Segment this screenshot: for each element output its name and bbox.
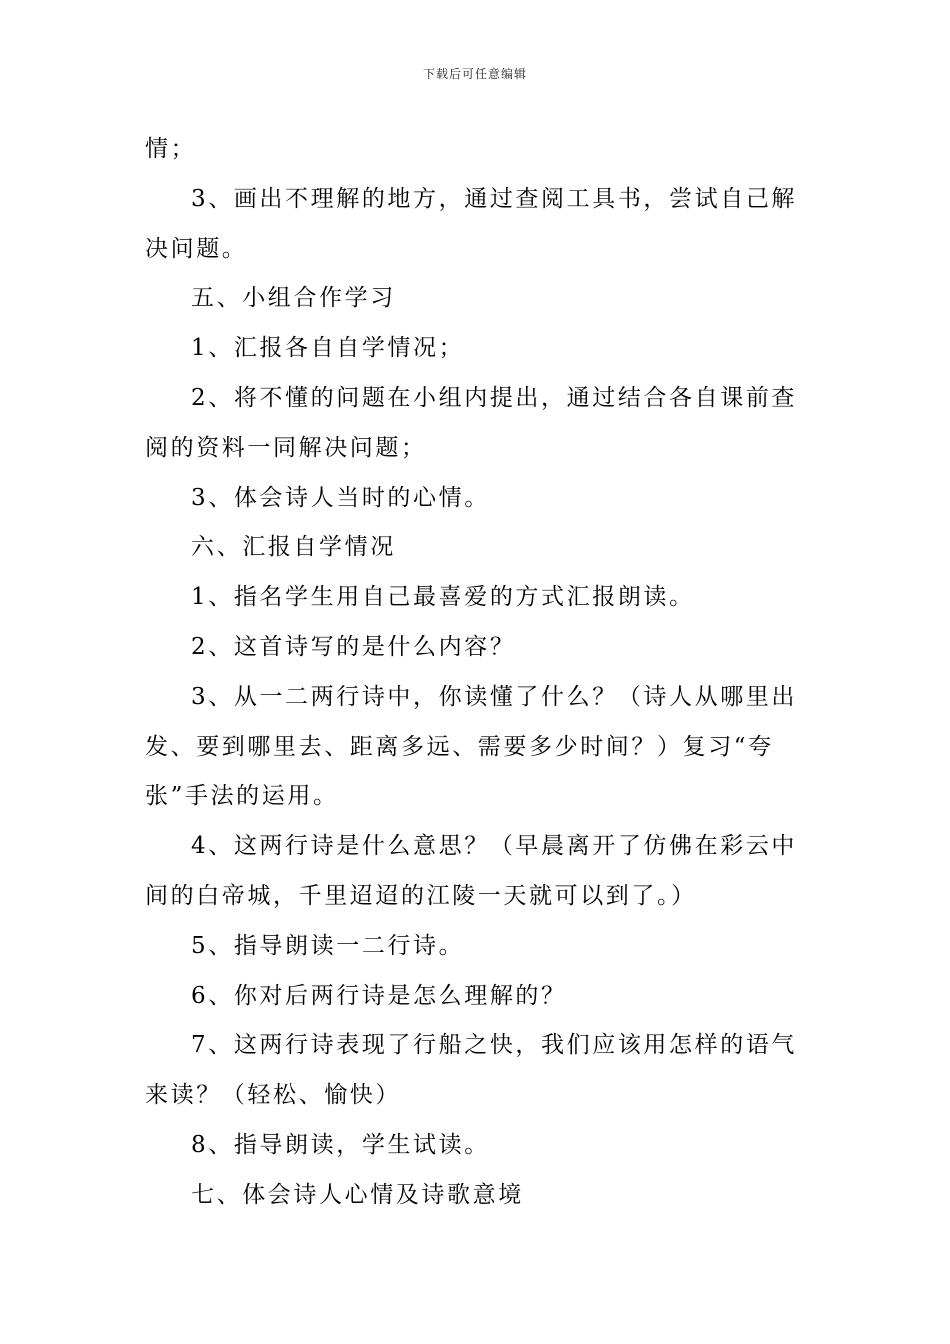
paragraph-step-4-meaning: 4、这两行诗是什么意思？（早晨离开了仿佛在彩云中间的白帝城，千里迢迢的江陵一天就可以到了。） bbox=[145, 833, 798, 909]
paragraph-step-5-guide-reading: 5、指导朗读一二行诗。 bbox=[191, 932, 465, 959]
paragraph-step-6-later-lines: 6、你对后两行诗是怎么理解的？ bbox=[191, 982, 567, 1009]
paragraph-step-3-resolve-questions: 3、画出不理解的地方，通过查阅工具书，尝试自己解决问题。 bbox=[145, 185, 798, 262]
section-heading-group-study: 五、小组合作学习 bbox=[191, 285, 396, 312]
paragraph-step-8-trial-reading: 8、指导朗读，学生试读。 bbox=[191, 1131, 490, 1158]
section-heading-report-self-study: 六、汇报自学情况 bbox=[191, 534, 396, 561]
paragraph-step-2-discuss: 2、将不懂的问题在小组内提出，通过结合各自课前查阅的资料一同解决问题； bbox=[145, 384, 798, 461]
paragraph-step-2-poem-content: 2、这首诗写的是什么内容？ bbox=[191, 633, 516, 660]
paragraph-step-1-read-aloud: 1、指名学生用自己最喜爱的方式汇报朗读。 bbox=[191, 584, 695, 611]
paragraph-step-3-lines-one-two: 3、从一二两行诗中，你读懂了什么？（诗人从哪里出发、要到哪里去、距离多远、需要多少时间？）复习“夸张”手法的运用。 bbox=[145, 683, 798, 810]
paragraph-step-1-report: 1、汇报各自自学情况； bbox=[191, 335, 465, 362]
paragraph-step-3-feel-poet: 3、体会诗人当时的心情。 bbox=[191, 484, 490, 511]
paragraph-continuation: 情； bbox=[145, 136, 197, 162]
paragraph-step-7-tone: 7、这两行诗表现了行船之快，我们应该用怎样的语气来读？（轻松、愉快） bbox=[145, 1032, 798, 1109]
document-body bbox=[145, 125, 810, 1221]
page-header-note: 下载后可任意编辑 bbox=[422, 67, 527, 81]
section-heading-poem-mood: 七、体会诗人心情及诗歌意境 bbox=[191, 1181, 524, 1208]
